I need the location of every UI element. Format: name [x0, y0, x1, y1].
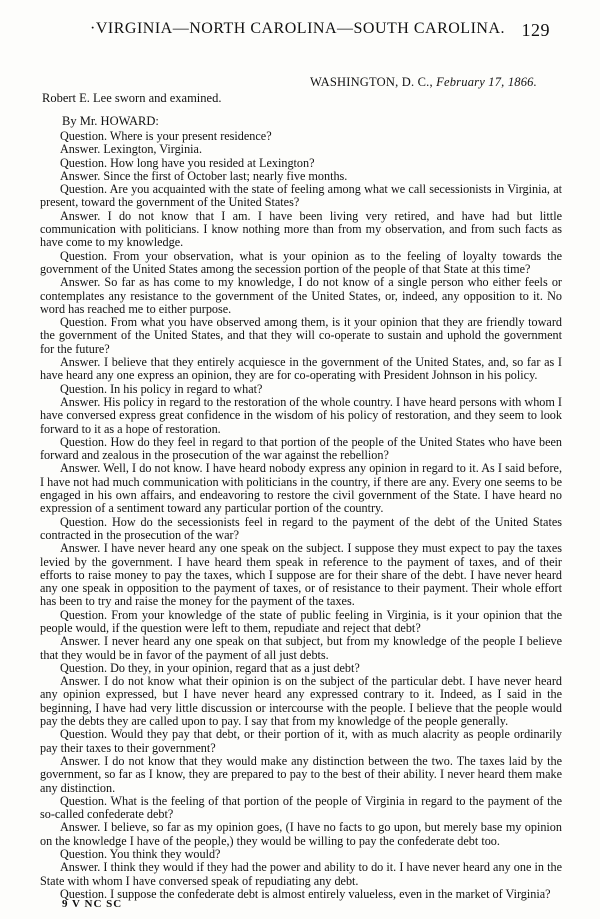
- dateline-place: WASHINGTON, D. C.,: [310, 75, 437, 89]
- testimony-paragraph: Question. In his policy in regard to what?: [60, 381, 263, 396]
- testimony-paragraph: Question. Do they, in your opinion, regard that as a just debt?: [60, 660, 360, 675]
- testimony-paragraph: Answer. Lexington, Virginia.: [60, 142, 203, 157]
- running-title: ·VIRGINIA—NORTH CAROLINA—SOUTH CAROLINA.: [90, 20, 506, 37]
- testimony-paragraph: Question. What is the feeling of that portion of the people of Virginia in regard to the payment of the so-called confederate debt?: [40, 793, 562, 822]
- witness-sworn-line: Robert E. Lee sworn and examined.: [42, 91, 222, 105]
- testimony-paragraph: Question. From your observation, what is your opinion as to the feeling of loyalty towards the government of the United States among the secession portion of the people of that State at this time?: [40, 248, 562, 276]
- testimony-paragraph: Question. How do they feel in regard to that portion of the people of the United States who have been forward and zealous in the prosecution of the war against the rebellion?: [40, 434, 562, 463]
- testimony-paragraph: Answer. His policy in regard to the restoration of the whole country. I have heard persons with whom I have conversed express great confidence in the wisdom of his policy of restoration, and they seem to look forward to it as a hope of restoration.: [40, 394, 562, 436]
- testimony-paragraph: Answer. Since the first of October last; nearly five months.: [60, 168, 348, 183]
- testimony-paragraph: Question. Would they pay that debt, or their portion of it, with as much alacrity as people ordinarily pay their taxes to their government?: [40, 727, 562, 755]
- dateline: [310, 75, 537, 90]
- dateline-date: February 17, 1866.: [436, 75, 537, 89]
- testimony-paragraph: Answer. I never heard any one speak on that subject, but from my knowledge of the people I believe that they would be in favor of the payment of all just debts.: [40, 634, 562, 662]
- testimony-paragraph: Question. From what you have observed among them, is it your opinion that they are friendly toward the government of the United States, and that they will co-operate to sustain and uphold the government for the future?: [40, 315, 562, 356]
- testimony-paragraph: Answer. I do not know what their opinion is on the subject of the particular debt. I have never heard any opinion expressed, but I have never heard any expressed contrary to it. Indeed, as I said in the beginning, I have had very little discussion or intercourse with the people. I believe that the people would pay the debts they are called upon to pay. I say that from my knowledge of the people generally.: [40, 674, 562, 729]
- testimony-paragraph: Question. You think they would?: [60, 847, 221, 862]
- testimony-paragraph: Question. Are you acquainted with the state of feeling among what we call secessionists in Virginia, at present, toward the government of the United States?: [40, 182, 562, 210]
- testimony-paragraph: Answer. Well, I do not know. I have heard nobody express any opinion in regard to it. As I said before, I have not had much communication with politicians in the country, if there are any. Every one seems to be engaged in his own affairs, and endeavoring to restore the civil government of the State. I have heard no expression of a sentiment toward any particular portion of the country.: [40, 461, 562, 516]
- testimony-paragraph: Question. I suppose the confederate debt is almost entirely valueless, even in the market of Virginia?: [60, 886, 551, 901]
- testimony-paragraph: Answer. I believe that they entirely acquiesce in the government of the United States, and, so far as I have heard any one express an opinion, they are for co-operating with President Johnson in his policy.: [40, 355, 562, 383]
- testimony-paragraph: Answer. I do not know that I am. I have been living very retired, and have had but little communication with politicians. I know nothing more than from my observation, and from such facts as have come to my knowledge.: [40, 208, 562, 250]
- testimony-paragraph: Answer. I have never heard any one speak on the subject. I suppose they must expect to pay the taxes levied by the government. I have heard them speak in reference to the payment of taxes, and of their efforts to raise money to pay the taxes, which I suppose are for their share of the debt. I have never heard any one speak in opposition to the payment of taxes, or of resistance to their payment. Their whole effort has been to try and raise the money for the payment of the taxes.: [40, 541, 562, 609]
- testimony-paragraph: Question. From your knowledge of the state of public feeling in Virginia, is it your opinion that the people would, if the question were left to them, repudiate and reject that debt?: [40, 607, 562, 635]
- testimony-paragraph: Answer. I do not know that they would make any distinction between the two. The taxes laid by the government, so far as I know, they are prepared to pay to the best of their ability. I never heard them make any distinction.: [40, 753, 562, 795]
- signature-mark: 9 V NC SC: [62, 898, 123, 910]
- testimony-paragraph: Question. Where is your present residence?: [60, 129, 272, 143]
- testimony-paragraph: Answer. So far as has come to my knowledge, I do not know of a single person who either feels or contemplates any resistance to the government of the United States, or, indeed, any opposition to it. No word has reached me to either purpose.: [40, 275, 562, 316]
- testimony-paragraph: Question. How long have you resided at Lexington?: [60, 155, 315, 170]
- page-number: 129: [521, 20, 550, 40]
- testimony-paragraph: Answer. I believe, so far as my opinion goes, (I have no facts to go upon, but merely base my opinion on the knowledge I have of the people,) they would be willing to pay the confederate debt too.: [40, 820, 562, 848]
- examiner-line: By Mr. HOWARD:: [62, 114, 159, 128]
- testimony-paragraph: Answer. I think they would if they had the power and ability to do it. I have never heard any one in the State with whom I have conversed speak of repudiating any debt.: [40, 860, 562, 888]
- testimony-body: [40, 130, 562, 901]
- testimony-paragraph: Question. How do the secessionists feel in regard to the payment of the debt of the United States contracted in the prosecution of the war?: [40, 514, 562, 542]
